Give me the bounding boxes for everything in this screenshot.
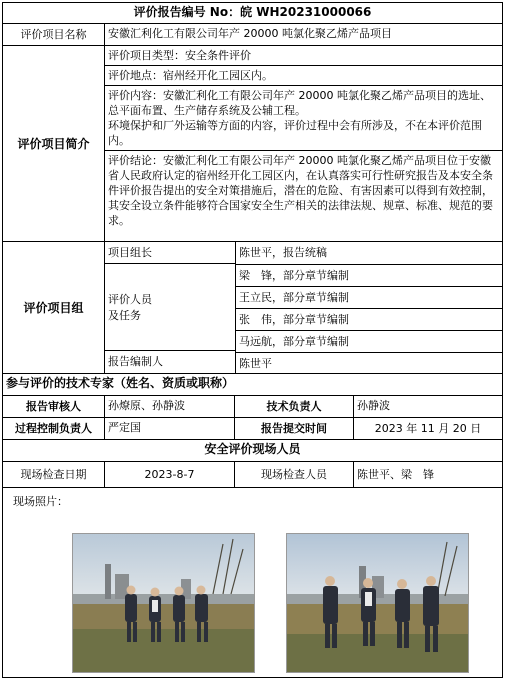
site-photo-1 [72, 533, 255, 673]
site-info-row [3, 461, 502, 487]
member-2: 王立民，部分章节编制 [236, 286, 502, 308]
process-lead-label: 过程控制负责人 [15, 422, 92, 435]
reviewer-row [3, 395, 502, 417]
process-row [3, 417, 502, 439]
writer-value: 陈世平 [236, 352, 502, 373]
leader-label: 项目组长 [105, 242, 235, 264]
tech-lead-value: 孙静波 [353, 396, 502, 417]
team-label: 评价项目组 [23, 301, 84, 315]
project-name-row [3, 23, 502, 45]
site-photo-2-image [287, 534, 468, 672]
submit-time-label: 报告提交时间 [234, 418, 353, 439]
process-lead-value: 严定国 [104, 418, 234, 439]
project-scope-text: 环境保护和厂外运输等方面的内容，评价过程中会有所涉及，不在本评价范围内。 [108, 119, 482, 147]
member-3: 张 伟，部分章节编制 [236, 308, 502, 330]
project-intro-details [104, 46, 502, 241]
leader-value: 陈世平，报告统稿 [239, 246, 327, 259]
tech-lead-label: 技术负责人 [234, 396, 353, 417]
project-name-value: 安徽汇利化工有限公司年产 20000 吨氯化聚乙烯产品项目 [104, 24, 502, 45]
project-type: 评价项目类型：安全条件评价 [108, 49, 251, 62]
site-photo-2 [286, 533, 469, 673]
project-location: 评价地点：宿州经开化工园区内。 [105, 65, 502, 85]
project-intro-row [3, 45, 502, 241]
project-name-label: 评价项目名称 [20, 28, 87, 41]
site-people-value: 陈世平、梁 锋 [353, 462, 502, 487]
reviewer-label: 报告审核人 [26, 400, 81, 413]
site-heading: 安全评价现场人员 [3, 439, 502, 461]
site-photos-label: 现场照片： [13, 495, 68, 508]
report-title: 评价报告编号 No：皖 WH20231000066 [133, 5, 372, 19]
member-4: 马远航，部分章节编制 [236, 330, 502, 352]
team-row [3, 241, 502, 373]
members-label: 评价人员 及任务 [105, 264, 235, 351]
project-content-text: 评价内容：安徽汇利化工有限公司年产 20000 吨氯化聚乙烯产品项目的选址、总平面布置、生产储存系统及公辅工程。 [108, 89, 491, 117]
project-intro-label: 评价项目简介 [17, 137, 90, 151]
writer-label: 报告编制人 [108, 355, 163, 368]
reviewer-value: 孙燎原、孙静波 [104, 396, 234, 417]
site-date-value: 2023-8-7 [104, 462, 234, 487]
site-people-label: 现场检查人员 [234, 462, 353, 487]
site-date-label: 现场检查日期 [20, 468, 87, 481]
experts-heading: 参与评价的技术专家（姓名、资质或职称） [3, 373, 502, 395]
project-conclusion: 评价结论：安徽汇利化工有限公司年产 20000 吨氯化聚乙烯产品项目位于安徽省人民政府认定的宿州经开化工园区内，在认真落实可行性研究报告及本安全条件评价报告提出的安全对策措施后，潜在的危险、有害因素可以得到有效控制，其安全设立条件能够符合国家安全生产相关的法律法规、规章、标准、规范的要求。 [105, 150, 502, 230]
member-1: 梁 锋，部分章节编制 [236, 264, 502, 286]
site-photo-1-image [73, 534, 254, 672]
submit-time-value: 2023 年 11 月 20 日 [353, 418, 502, 439]
project-content [105, 85, 502, 150]
